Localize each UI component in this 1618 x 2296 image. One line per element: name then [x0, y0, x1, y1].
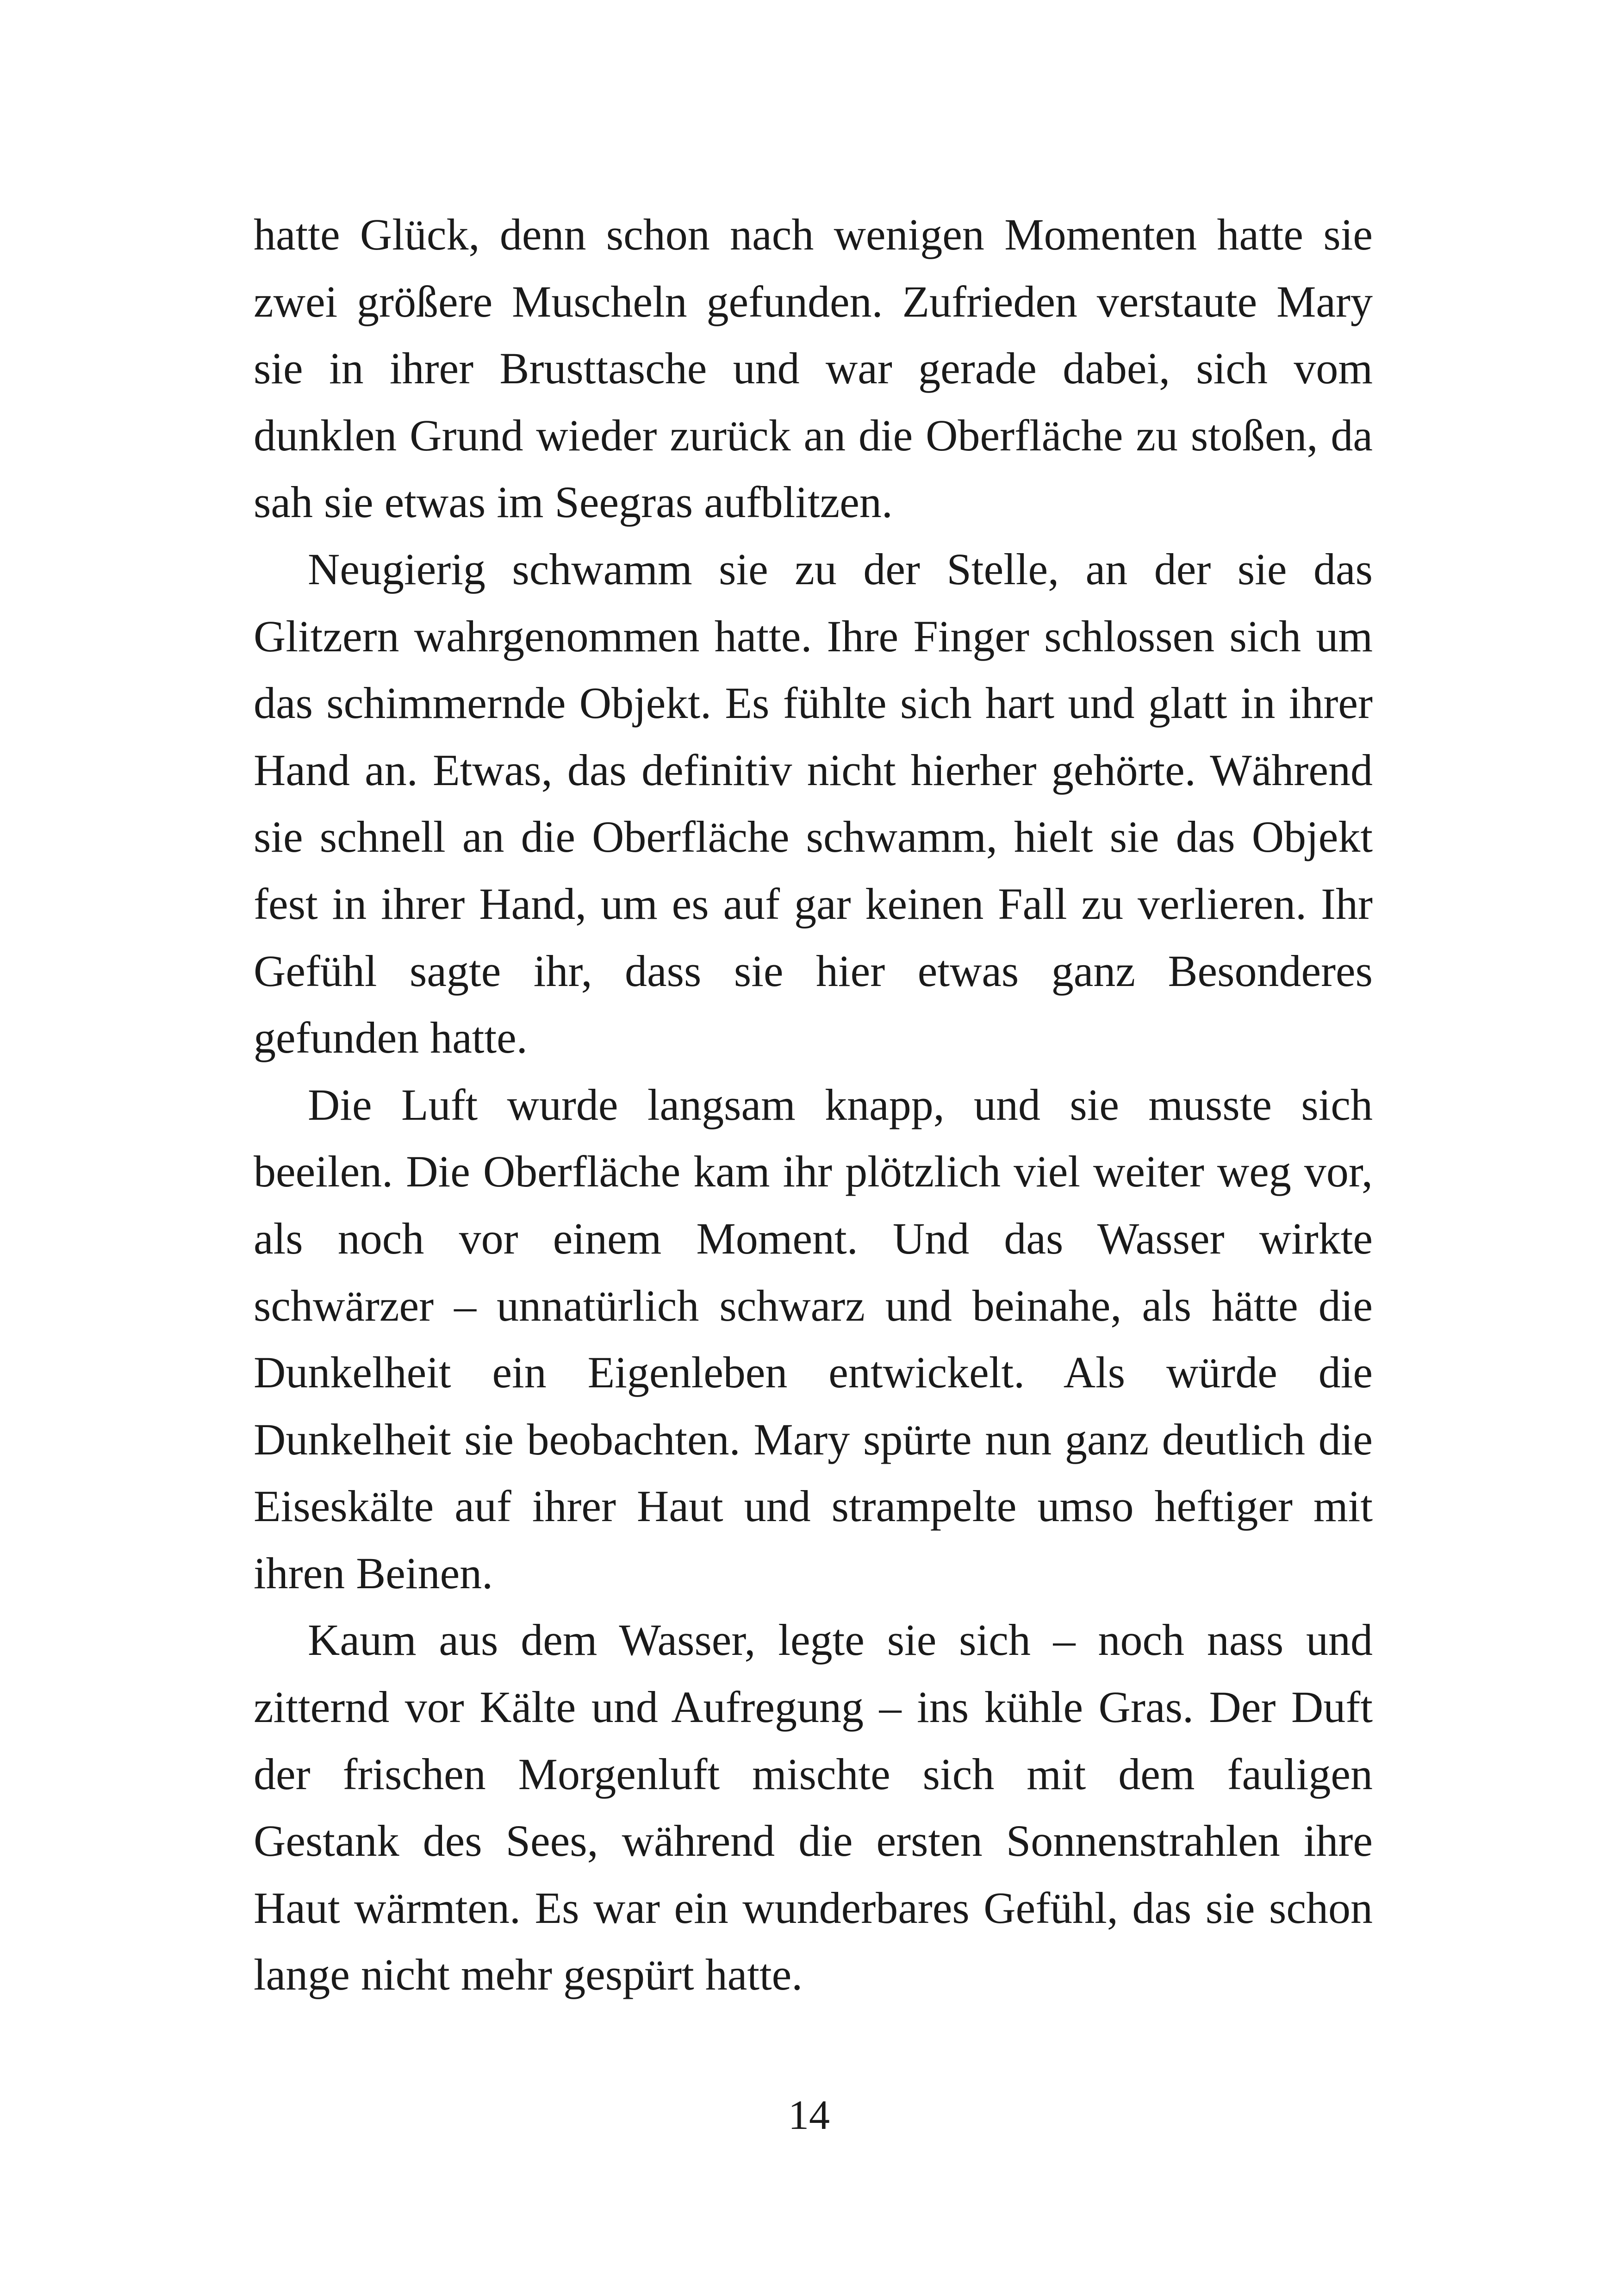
paragraph-1: hatte Glück, denn schon nach wenigen Momenten hatte sie zwei größere Muscheln gefunden. Zufrieden verstaute Mary sie in ihrer Brusttasche und war gerade dabei, sich vom dunklen Grund wieder zurück an die Oberfläche zu stoßen, da sah sie etwas im Seegras aufblitzen.: [254, 210, 1373, 527]
page-number: 14: [788, 2092, 830, 2138]
body-text: [254, 201, 1373, 2009]
paragraph-4: Kaum aus dem Wasser, legte sie sich – noch nass und zitternd vor Kälte und Aufregung – ins kühle Gras. Der Duft der frischen Morgenluft mischte sich mit dem fauligen Gestank des Sees, während die ersten Sonnenstrahlen ihre Haut wärmten. Es war ein wunderbares Gefühl, das sie schon lange nicht mehr gespürt hatte.: [254, 1615, 1373, 2000]
paragraph-2: Neugierig schwamm sie zu der Stelle, an der sie das Glitzern wahrgenommen hatte. Ihre Finger schlossen sich um das schimmernde Objekt. Es fühlte sich hart und glatt in ihrer Hand an. Etwas, das definitiv nicht hierher gehörte. Während sie schnell an die Oberfläche schwamm, hielt sie das Objekt fest in ihrer Hand, um es auf gar keinen Fall zu verlieren. Ihr Gefühl sagte ihr, dass sie hier etwas ganz Besonderes gefunden hatte.: [254, 544, 1373, 1063]
paragraph-3: Die Luft wurde langsam knapp, und sie musste sich beeilen. Die Oberfläche kam ihr plötzlich viel weiter weg vor, als noch vor einem Moment. Und das Wasser wirkte schwärzer – unnatürlich schwarz und beinahe, als hätte die Dunkelheit ein Eigenleben entwickelt. Als würde die Dunkelheit sie beobachten. Mary spürte nun ganz deutlich die Eiseskälte auf ihrer Haut und strampelte umso heftiger mit ihren Beinen.: [254, 1079, 1373, 1598]
